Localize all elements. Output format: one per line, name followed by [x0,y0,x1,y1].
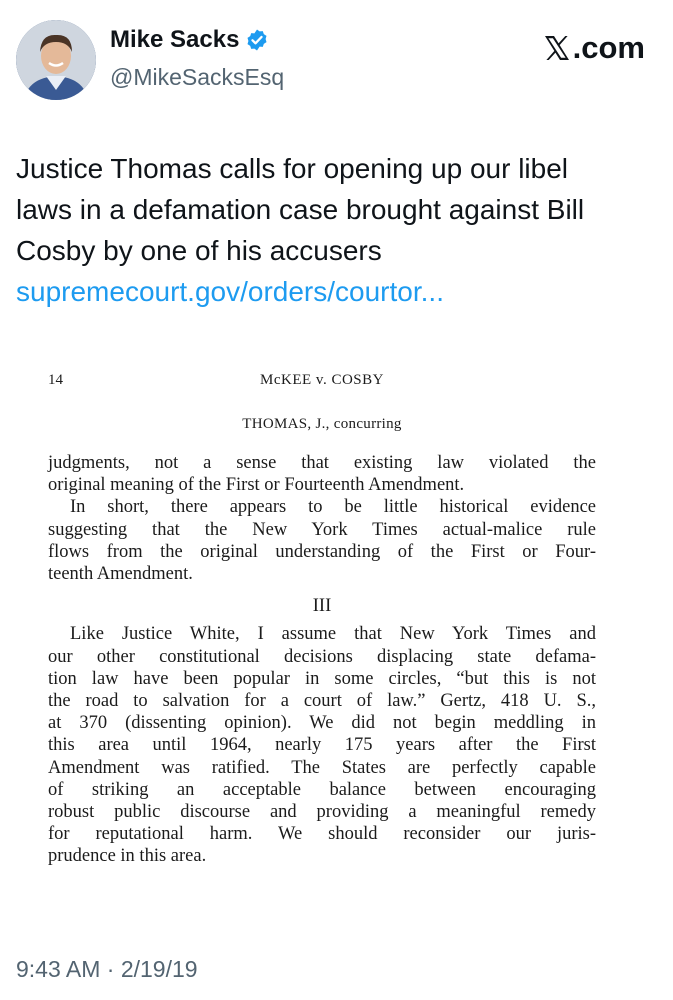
concurring-heading: THOMAS, J., concurring [242,416,402,432]
case-title: McKEE v. COSBY [260,372,384,388]
document-line: judgments, not a sense that existing law violated the [48,453,596,473]
verified-badge-icon [245,28,269,52]
document-line: suggesting that the New York Times actual-malice rule [48,519,596,540]
document-line: In short, there appears to be little historical evidence [70,497,596,518]
document-line: of striking an acceptable balance between encouraging [48,779,596,800]
brand-logo [542,30,645,66]
avatar-image [16,20,96,100]
avatar[interactable] [16,20,96,100]
section-heading: III [312,596,332,617]
document-line: robust public discourse and providing a meaningful remedy [48,802,596,823]
document-line: prudence in this area. [48,846,207,867]
document-line: Like Justice White, I assume that New York Times and [70,624,596,645]
display-name[interactable]: Mike Sacks [110,26,240,53]
attached-document-image[interactable] [48,366,596,906]
tweet-text-line: laws in a defamation case brought against Bill [16,194,585,225]
document-line: flows from the original understanding of the First or Four- [48,541,596,562]
document-line: teenth Amendment. [48,564,193,585]
document-line: tion law have been popular in some circles, “but this is not [48,668,596,689]
tweet-link[interactable]: supremecourt.gov/orders/courtor... [16,276,444,307]
brand-text: .com [572,30,645,65]
user-handle[interactable]: @MikeSacksEsq [110,64,285,90]
document-line: for reputational harm. We should reconsider our juris- [48,824,596,845]
document-line: the road to salvation for a court of law.” Gertz, 418 U. S., [48,691,596,712]
x-logo-icon [542,33,572,63]
page-number: 14 [48,372,63,388]
document-body [48,452,596,868]
document-line: Amendment was ratified. The States are perfectly capable [48,757,596,778]
document-line: this area until 1964, nearly 175 years after the First [48,735,596,756]
tweet-timestamp[interactable]: 9:43 AM · 2/19/19 [16,956,198,982]
tweet-text-line: Justice Thomas calls for opening up our libel [16,153,569,184]
document-line: original meaning of the First or Fourteenth Amendment. [48,475,465,496]
document-line: at 370 (dissenting opinion). We did not begin meddling in [48,713,596,734]
tweet-text [16,148,656,312]
tweet-text-line: Cosby by one of his accusers [16,235,382,266]
document-line: our other constitutional decisions displacing state defama- [48,646,596,667]
tweet-header [0,0,673,120]
